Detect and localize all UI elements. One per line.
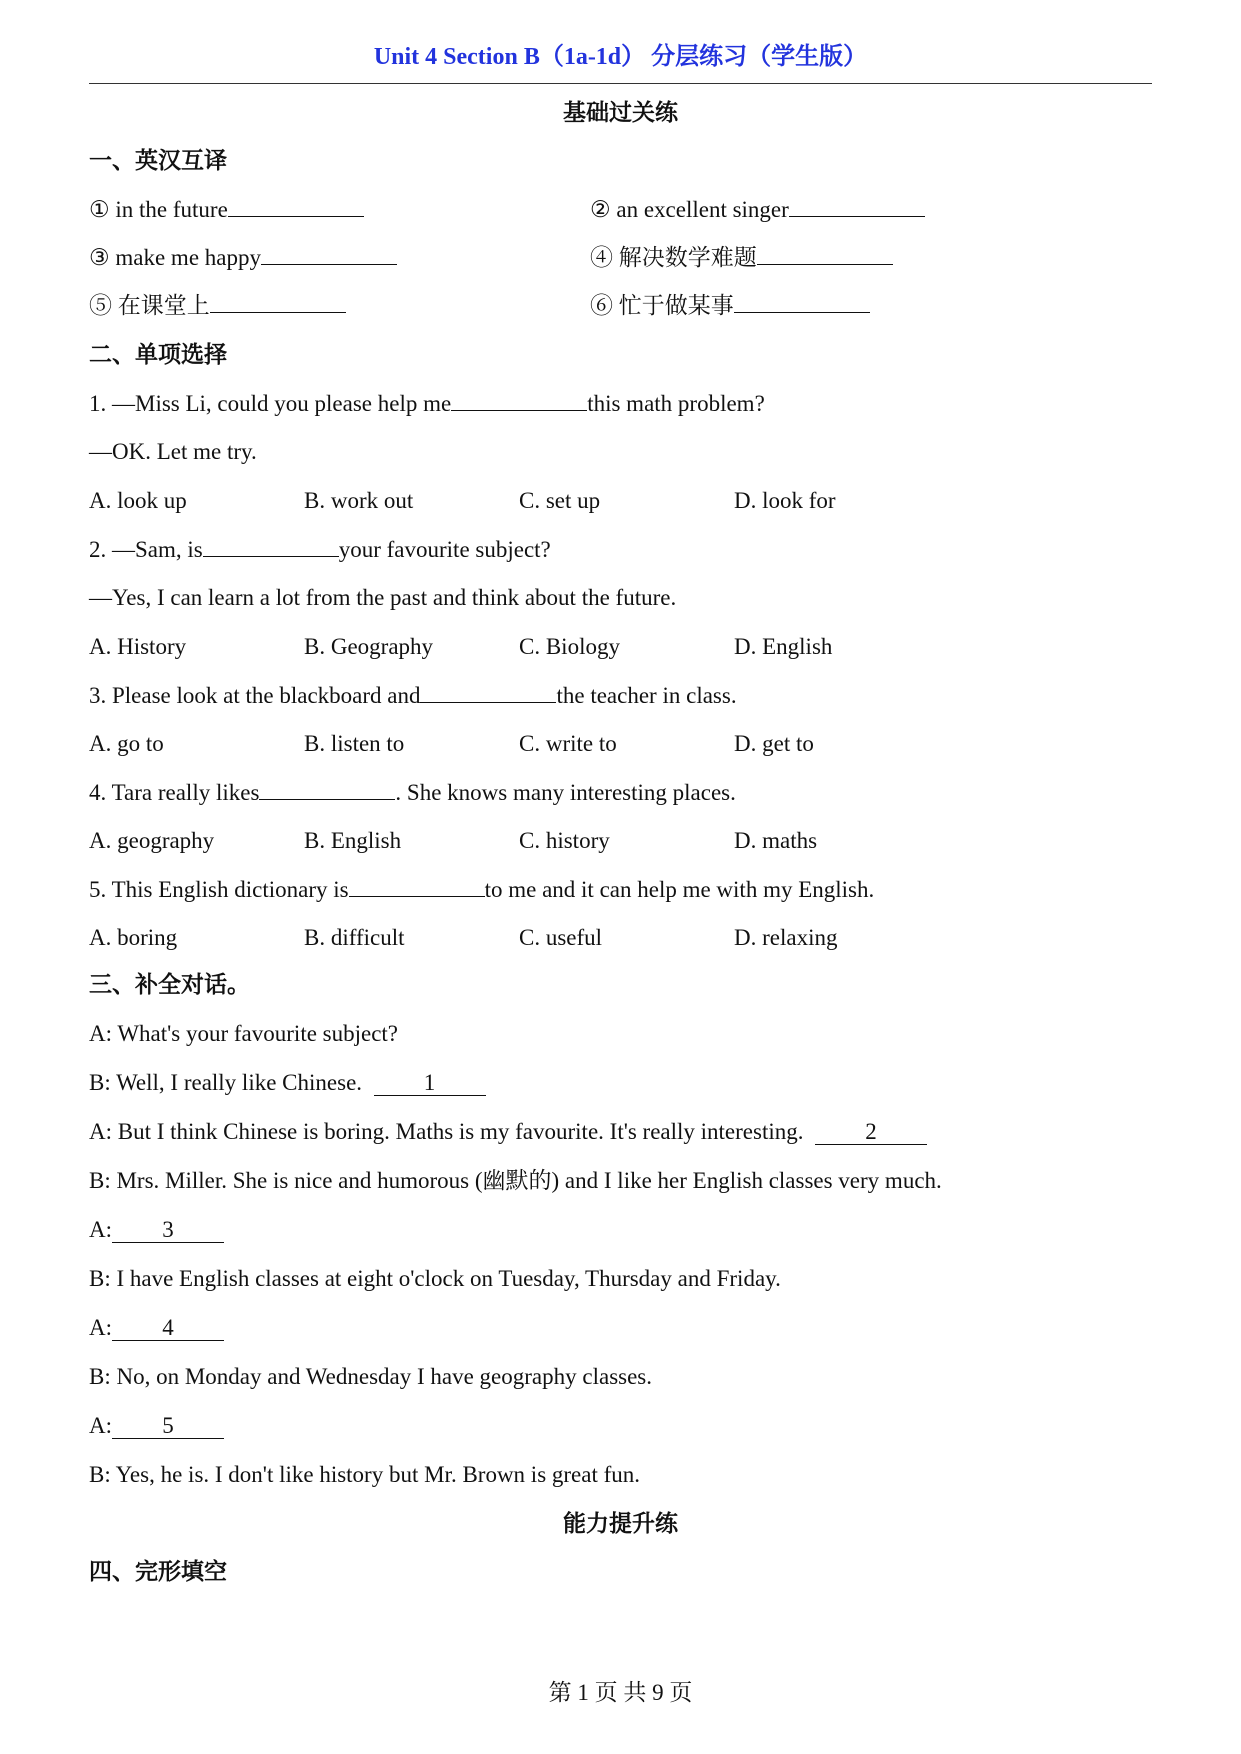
dialog-blank-4[interactable]: 4 [112, 1316, 224, 1341]
q5-pre: 5. This English dictionary is [89, 877, 349, 902]
answer-blank[interactable] [261, 242, 397, 265]
q4-pre: 4. Tara really likes [89, 780, 260, 805]
dialog-line-8: B: No, on Monday and Wednesday I have geography classes. [89, 1364, 653, 1389]
q3-post: the teacher in class. [556, 683, 737, 708]
answer-blank[interactable] [734, 290, 870, 313]
sec1-item-5-text: ⑤ 在课堂上 [89, 293, 210, 318]
q2-option-b: B. Geography [304, 634, 434, 659]
dialog-line-10: B: Yes, he is. I don't like history but Mr. Brown is great fun. [89, 1462, 641, 1487]
dialog-line-5 [89, 1215, 224, 1245]
sec1-item-1 [89, 194, 364, 225]
q1-option-d: D. look for [734, 488, 836, 513]
sec1-item-2 [590, 194, 925, 225]
dialog-line-1: A: What's your favourite subject? [89, 1021, 399, 1046]
dialog-line-3 [89, 1117, 927, 1147]
dialog-line-3-text: A: But I think Chinese is boring. Maths is my favourite. It's really interesting. [89, 1119, 804, 1144]
q2-option-a: A. History [89, 634, 187, 659]
sec1-item-2-text: ② an excellent singer [590, 197, 789, 222]
sec4-title: 四、完形填空 [89, 1559, 227, 1584]
dialog-blank-1[interactable]: 1 [374, 1071, 486, 1096]
dialog-line-7 [89, 1313, 224, 1343]
q1-stem [89, 388, 765, 419]
q4-stem [89, 777, 736, 808]
q2-post: your favourite subject? [338, 537, 551, 562]
sec1-item-3 [89, 242, 397, 273]
q1-option-c: C. set up [519, 488, 601, 513]
sec1-item-6-text: ⑥ 忙于做某事 [590, 293, 734, 318]
q4-option-a: A. geography [89, 828, 215, 853]
sec2-title: 二、单项选择 [89, 342, 227, 367]
dialog-line-9-speaker: A: [89, 1413, 112, 1438]
q2-line2: —Yes, I can learn a lot from the past and think about the future. [89, 585, 677, 610]
answer-blank[interactable] [349, 874, 485, 897]
q1-option-a: A. look up [89, 488, 187, 513]
dialog-line-2-text: B: Well, I really like Chinese. [89, 1070, 363, 1095]
sec1-title: 一、英汉互译 [89, 148, 227, 173]
page-header-title: Unit 4 Section B（1a-1d） 分层练习（学生版） [373, 44, 868, 70]
q1-line2: —OK. Let me try. [89, 439, 257, 464]
answer-blank[interactable] [420, 680, 556, 703]
q2-stem [89, 534, 551, 565]
q5-option-d: D. relaxing [734, 925, 838, 950]
sec3-title: 三、补全对话。 [89, 972, 250, 997]
q5-stem [89, 874, 874, 905]
q3-pre: 3. Please look at the blackboard and [89, 683, 421, 708]
dialog-line-2 [89, 1068, 486, 1098]
sec1-item-4 [590, 242, 893, 273]
answer-blank[interactable] [451, 388, 587, 411]
dialog-line-9 [89, 1411, 224, 1441]
page-footer: 第 1 页 共 9 页 [548, 1680, 693, 1705]
answer-blank[interactable] [228, 194, 364, 217]
sec1-item-5 [89, 290, 346, 321]
dialog-line-6: B: I have English classes at eight o'clock on Tuesday, Thursday and Friday. [89, 1266, 781, 1291]
q3-option-c: C. write to [519, 731, 617, 756]
q1-option-b: B. work out [304, 488, 414, 513]
answer-blank[interactable] [210, 290, 346, 313]
q4-option-b: B. English [304, 828, 402, 853]
answer-blank[interactable] [757, 242, 893, 265]
sec1-item-3-text: ③ make me happy [89, 245, 261, 270]
q5-post: to me and it can help me with my English. [484, 877, 875, 902]
header-divider [89, 83, 1152, 84]
dialog-blank-3[interactable]: 3 [112, 1218, 224, 1243]
dialog-line-4: B: Mrs. Miller. She is nice and humorous (幽默的) and I like her English classes very much. [89, 1168, 942, 1193]
q5-option-c: C. useful [519, 925, 603, 950]
answer-blank[interactable] [203, 534, 339, 557]
part-ability-title: 能力提升练 [563, 1511, 678, 1536]
answer-blank[interactable] [789, 194, 925, 217]
q4-option-c: C. history [519, 828, 610, 853]
dialog-blank-5[interactable]: 5 [112, 1414, 224, 1439]
q2-pre: 2. —Sam, is [89, 537, 203, 562]
q1-pre: 1. —Miss Li, could you please help me [89, 391, 452, 416]
q3-option-a: A. go to [89, 731, 164, 756]
answer-blank[interactable] [259, 777, 395, 800]
sec1-item-4-text: ④ 解决数学难题 [590, 245, 757, 270]
q4-option-d: D. maths [734, 828, 818, 853]
q3-stem [89, 680, 737, 711]
sec1-item-6 [590, 290, 870, 321]
sec1-item-1-text: ① in the future [89, 197, 228, 222]
dialog-line-7-speaker: A: [89, 1315, 112, 1340]
q3-option-d: D. get to [734, 731, 814, 756]
dialog-line-5-speaker: A: [89, 1217, 112, 1242]
q5-option-a: A. boring [89, 925, 178, 950]
q1-post: this math problem? [587, 391, 765, 416]
q4-post: . She knows many interesting places. [395, 780, 736, 805]
q2-option-d: D. English [734, 634, 833, 659]
part-basic-title: 基础过关练 [563, 100, 678, 125]
q2-option-c: C. Biology [519, 634, 620, 659]
dialog-blank-2[interactable]: 2 [815, 1120, 927, 1145]
q3-option-b: B. listen to [304, 731, 405, 756]
q5-option-b: B. difficult [304, 925, 405, 950]
